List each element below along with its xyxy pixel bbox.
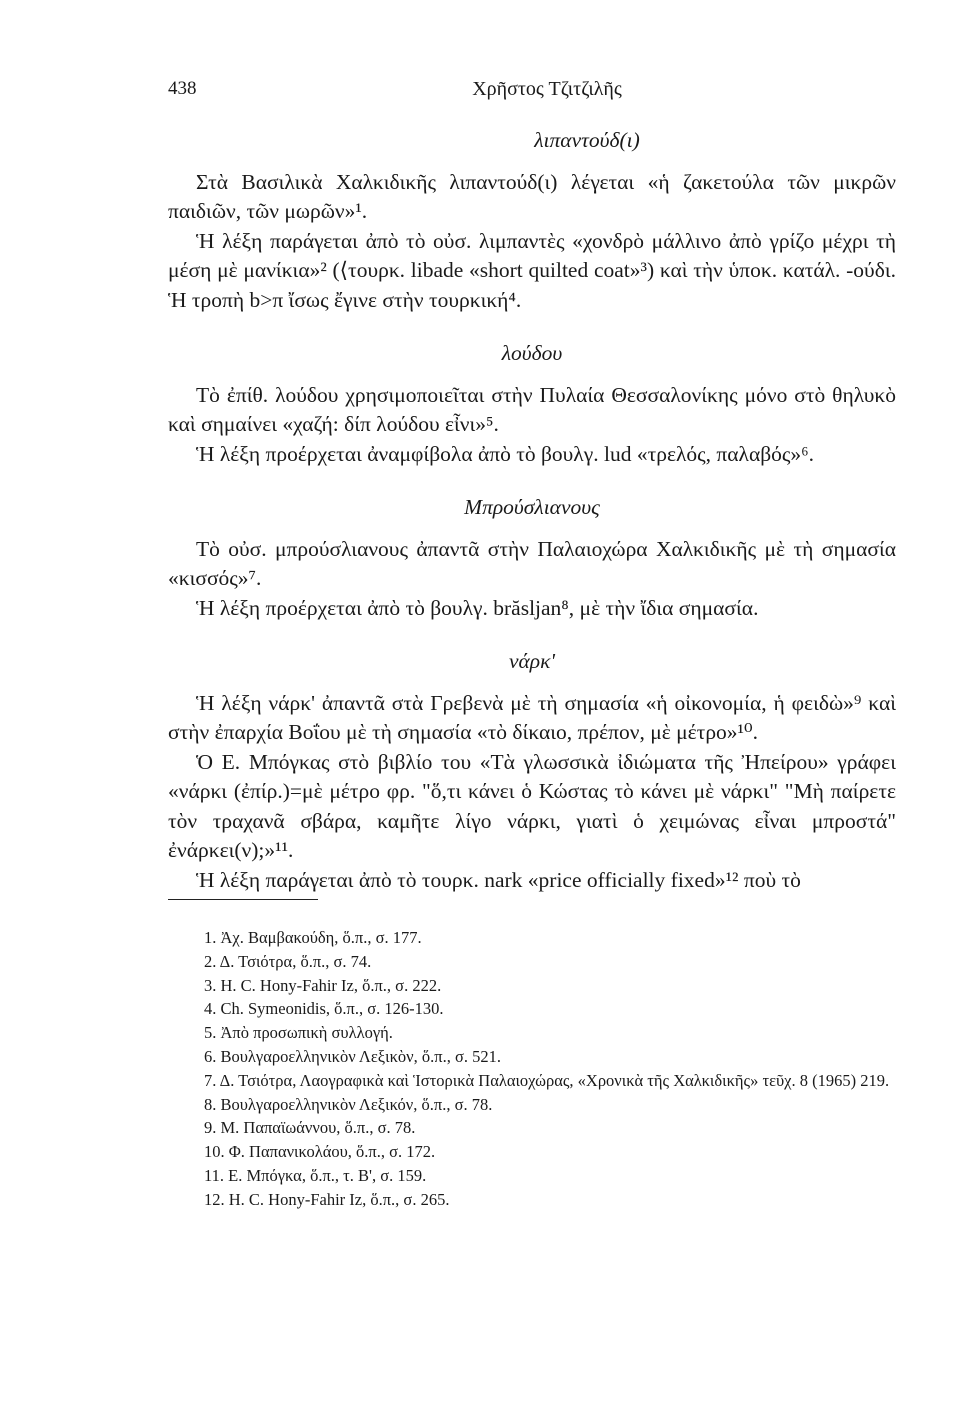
entry-title-lipantoud: λιπαντούδ(ι) (534, 128, 640, 152)
paragraph: Ἡ λέξη παράγεται ἀπὸ τὸ τουρκ. nark «price officially fixed»¹² ποὺ τὸ (196, 867, 801, 892)
paragraph: Στὰ Βασιλικὰ Χαλκιδικῆς λιπαντούδ(ι) λέγεται «ἡ ζακετούλα τῶν μικρῶν παιδιῶν, τῶν μωρῶν»¹. (168, 169, 896, 223)
footnote: 4. Ch. Symeonidis, ὅ.π., σ. 126-130. (204, 999, 444, 1019)
entry-title-brouslianous: Μπρούσλιανους (464, 495, 600, 519)
footnote: 3. H. C. Hony-Fahir Iz, ὅ.π., σ. 222. (204, 975, 442, 995)
footnote: 2. Δ. Τσιότρα, ὅ.π., σ. 74. (204, 951, 372, 971)
footnotes (168, 926, 896, 1212)
paragraph: Ἡ λέξη προέρχεται ἀναμφίβολα ἀπὸ τὸ βουλγ. lud «τρελός, παλαβός»⁶. (196, 441, 815, 466)
footnote: 1. Ἀχ. Βαμβακούδη, ὅ.π., σ. 177. (204, 928, 422, 947)
paragraph: Ἡ λέξη νάρκ' ἀπαντᾶ στὰ Γρεβενὰ μὲ τὴ σημασία «ἡ οἰκονομία, ἡ φειδὼ»⁹ καὶ στὴν ἐπαρχία Βοΐου μὲ τὴ σημασία «τὸ δίκαιο, πρέπον, μὲ μέτρο»¹⁰. (168, 690, 896, 744)
entry-title-loudou: λούδου (501, 341, 563, 365)
page-header (168, 78, 896, 108)
paragraph: Ἡ λέξη προέρχεται ἀπὸ τὸ βουλγ. brăsljan⁸, μὲ τὴν ἴδια σημασία. (196, 595, 759, 620)
running-head: Χρῆστος Τζιτζιλῆς (472, 78, 622, 100)
footnote: 6. Βουλγαροελληνικὸν Λεξικὸν, ὅ.π., σ. 521. (204, 1046, 501, 1066)
paragraph: Ἡ λέξη παράγεται ἀπὸ τὸ οὐσ. λιμπαντὲς «χονδρὸ μάλλινο ἀπὸ γρίζο μέχρι τὴ μέση μὲ μανίκια»² (⟨τουρκ. libade «short quilted coat»³) καὶ τὴν ὑποκ. κατάλ. -ούδι. Ἡ τροπὴ b>π ἴσως ἔγινε στὴν τουρκική⁴. (168, 228, 896, 312)
paragraph: Ὁ Ε. Μπόγκας στὸ βιβλίο του «Τὰ γλωσσικὰ ἰδιώματα τῆς Ἠπείρου» γράφει «νάρκι (ἐπίρ.)=μὲ μέτρο φρ. "ὅ,τι κάνει ὁ Κώστας τὸ κάνει μὲ νάρκι" "Μὴ παίρετε τὸν τραχανᾶ σβάρα, καμῆτε λίγο νάρκι, γιατὶ ὁ χειμώνας εἶναι μπροστά" ἐνάρκει(ν);»¹¹. (168, 749, 896, 862)
footnote: 5. Ἀπὸ προσωπικὴ συλλογή. (204, 1023, 393, 1043)
paragraph: Τὸ οὐσ. μπρούσλιανους ἀπαντᾶ στὴν Παλαιοχώρα Χαλκιδικῆς μὲ τὴ σημασία «κισσός»⁷. (168, 536, 896, 590)
footnote: 10. Φ. Παπανικολάου, ὅ.π., σ. 172. (204, 1142, 436, 1162)
footnote-divider (168, 899, 318, 900)
article-body (168, 126, 896, 895)
entry-title-nark: νάρκ' (508, 649, 556, 673)
footnote: 12. H. C. Hony-Fahir Iz, ὅ.π., σ. 265. (204, 1189, 450, 1209)
footnote: 7. Δ. Τσιότρα, Λαογραφικὰ καὶ Ἱστορικὰ Παλαιοχώρας, «Χρονικὰ τῆς Χαλκιδικῆς» τεῦχ. 8 (1965) 219. (204, 1070, 890, 1090)
footnote: 9. Μ. Παπαϊωάννου, ὅ.π., σ. 78. (204, 1118, 416, 1138)
page-number: 438 (168, 78, 197, 99)
footnote: 11. Ε. Μπόγκα, ὅ.π., τ. Β', σ. 159. (204, 1165, 427, 1185)
footnote: 8. Βουλγαροελληνικὸν Λεξικόν, ὅ.π., σ. 78. (204, 1094, 493, 1114)
paragraph: Τὸ ἐπίθ. λούδου χρησιμοποιεῖται στὴν Πυλαία Θεσσαλονίκης μόνο στὸ θηλυκὸ καὶ σημαίνει «χαζή: δίπ λούδου εἶνι»⁵. (168, 382, 896, 436)
